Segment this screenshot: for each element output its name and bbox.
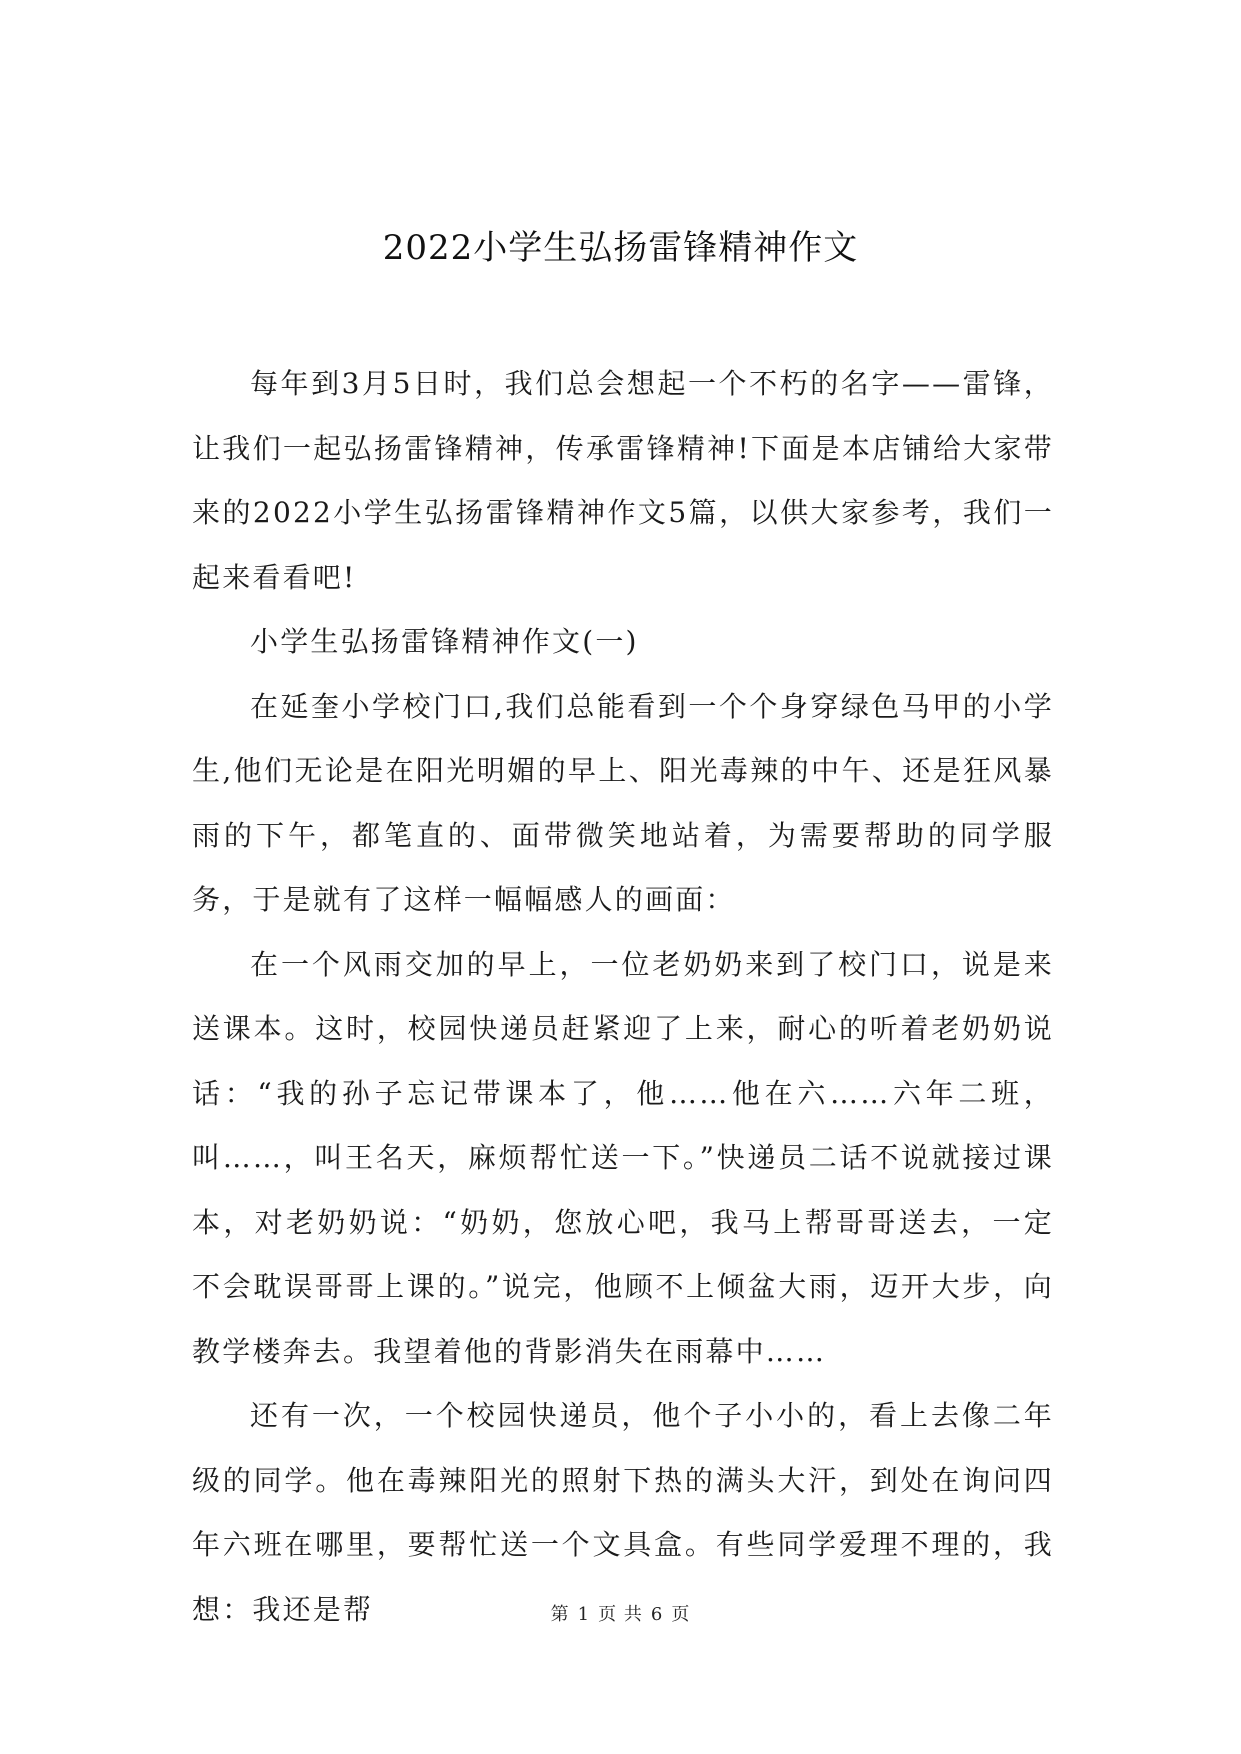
footer-middle: 页 共 [598, 1604, 643, 1625]
document-title: 2022小学生弘扬雷锋精神作文 [382, 228, 859, 268]
page-footer [0, 1603, 1241, 1627]
footer-suffix: 页 [671, 1604, 691, 1625]
footer-total-pages: 6 [650, 1604, 664, 1625]
paragraph-intro: 每年到3月5日时，我们总会想起一个不朽的名字——雷锋，让我们一起弘扬雷锋精神，传承雷锋精神!下面是本店铺给大家带来的2022小学生弘扬雷锋精神作文5篇，以供大家参考，我们一起来看看吧! [192, 367, 1054, 594]
footer-page-number: 1 [577, 1604, 591, 1625]
paragraph-3: 还有一次，一个校园快递员，他个子小小的，看上去像二年级的同学。他在毒辣阳光的照射下热的满头大汗，到处在询问四年六班在哪里，要帮忙送一个文具盒。有些同学爱理不理的，我想：我还是帮 [192, 1399, 1054, 1626]
paragraph-heading: 小学生弘扬雷锋精神作文(一) [250, 625, 639, 658]
paragraph-2: 在一个风雨交加的早上，一位老奶奶来到了校门口，说是来送课本。这时，校园快递员赶紧迎了上来，耐心的听着老奶奶说话：“我的孙子忘记带课本了，他……他在六……六年二班，叫……，叫王名天，麻烦帮忙送一下。”快递员二话不说就接过课本，对老奶奶说：“奶奶，您放心吧，我马上帮哥哥送去，一定不会耽误哥哥上课的。”说完，他顾不上倾盆大雨，迈开大步，向教学楼奔去。我望着他的背影消失在雨幕中…… [192, 947, 1054, 1368]
footer-prefix: 第 [550, 1604, 570, 1625]
document-body [192, 352, 1054, 1642]
paragraph-1: 在延奎小学校门口,我们总能看到一个个身穿绿色马甲的小学生,他们无论是在阳光明媚的早上、阳光毒辣的中午、还是狂风暴雨的下午，都笔直的、面带微笑地站着，为需要帮助的同学服务，于是就有了这样一幅幅感人的画面： [192, 689, 1054, 916]
